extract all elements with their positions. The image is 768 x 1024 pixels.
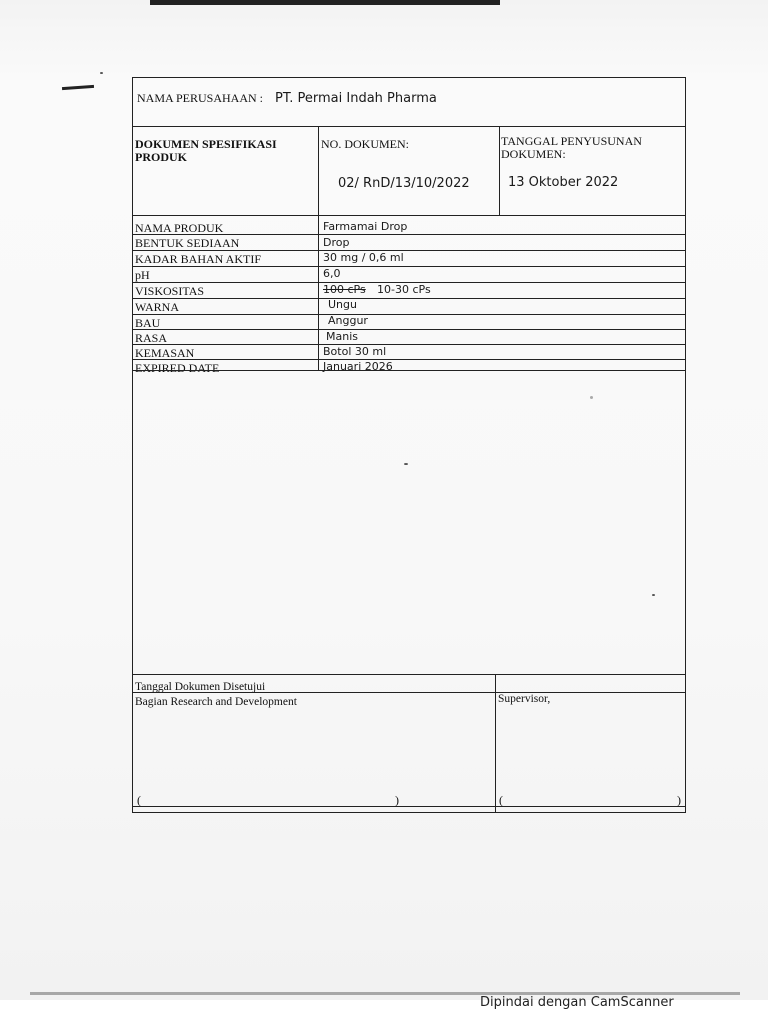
rnd-sign-paren-open: ( bbox=[137, 793, 141, 807]
spec-value: 6,0 bbox=[323, 267, 341, 280]
supervisor-sign-paren-close: ) bbox=[677, 793, 681, 807]
rnd-sign-paren-close: ) bbox=[395, 793, 399, 807]
company-label: NAMA PERUSAHAAN : bbox=[137, 91, 264, 105]
spec-label: BAU bbox=[135, 316, 161, 330]
doc-type-title: DOKUMEN SPESIFIKASI PRODUK bbox=[135, 137, 277, 164]
spec-label: RASA bbox=[135, 331, 168, 345]
spec-label: VISKOSITAS bbox=[135, 284, 205, 298]
spec-value: Drop bbox=[323, 236, 350, 249]
spec-document bbox=[132, 77, 686, 813]
approval-date-label: Tanggal Dokumen Disetujui bbox=[135, 681, 266, 693]
spec-label: WARNA bbox=[135, 300, 179, 314]
spec-value: Botol 30 ml bbox=[323, 345, 387, 358]
spec-value: Manis bbox=[326, 330, 358, 343]
supervisor-label: Supervisor, bbox=[498, 693, 551, 705]
spec-value: Januari 2026 bbox=[323, 360, 393, 373]
company-value: PT. Permai Indah Pharma bbox=[275, 91, 437, 106]
spec-label: KADAR BAHAN AKTIF bbox=[135, 252, 262, 266]
date-value: 13 Oktober 2022 bbox=[508, 175, 619, 190]
spec-value: 10-30 cPs bbox=[377, 283, 431, 296]
spec-label: KEMASAN bbox=[135, 346, 195, 360]
spec-label: pH bbox=[135, 268, 150, 282]
spec-value: Anggur bbox=[328, 314, 368, 327]
spec-value: Farmamai Drop bbox=[323, 220, 408, 233]
camscanner-watermark: Dipindai dengan CamScanner bbox=[480, 995, 674, 1010]
supervisor-sign-paren-open: ( bbox=[499, 793, 503, 807]
spec-label: EXPIRED DATE bbox=[135, 361, 220, 375]
page-top-edge bbox=[150, 0, 500, 5]
spec-value: 30 mg / 0,6 ml bbox=[323, 251, 404, 264]
date-label: TANGGAL PENYUSUNAN DOKUMEN: bbox=[501, 134, 642, 161]
rnd-label: Bagian Research and Development bbox=[135, 696, 297, 708]
spec-label: BENTUK SEDIAAN bbox=[135, 236, 240, 250]
spec-label: NAMA PRODUK bbox=[135, 221, 224, 235]
spec-value-struck: 100 cPs bbox=[323, 283, 366, 296]
doc-no-label: NO. DOKUMEN: bbox=[321, 137, 409, 151]
doc-no-value: 02/ RnD/13/10/2022 bbox=[338, 176, 470, 191]
spec-value: Ungu bbox=[328, 298, 357, 311]
